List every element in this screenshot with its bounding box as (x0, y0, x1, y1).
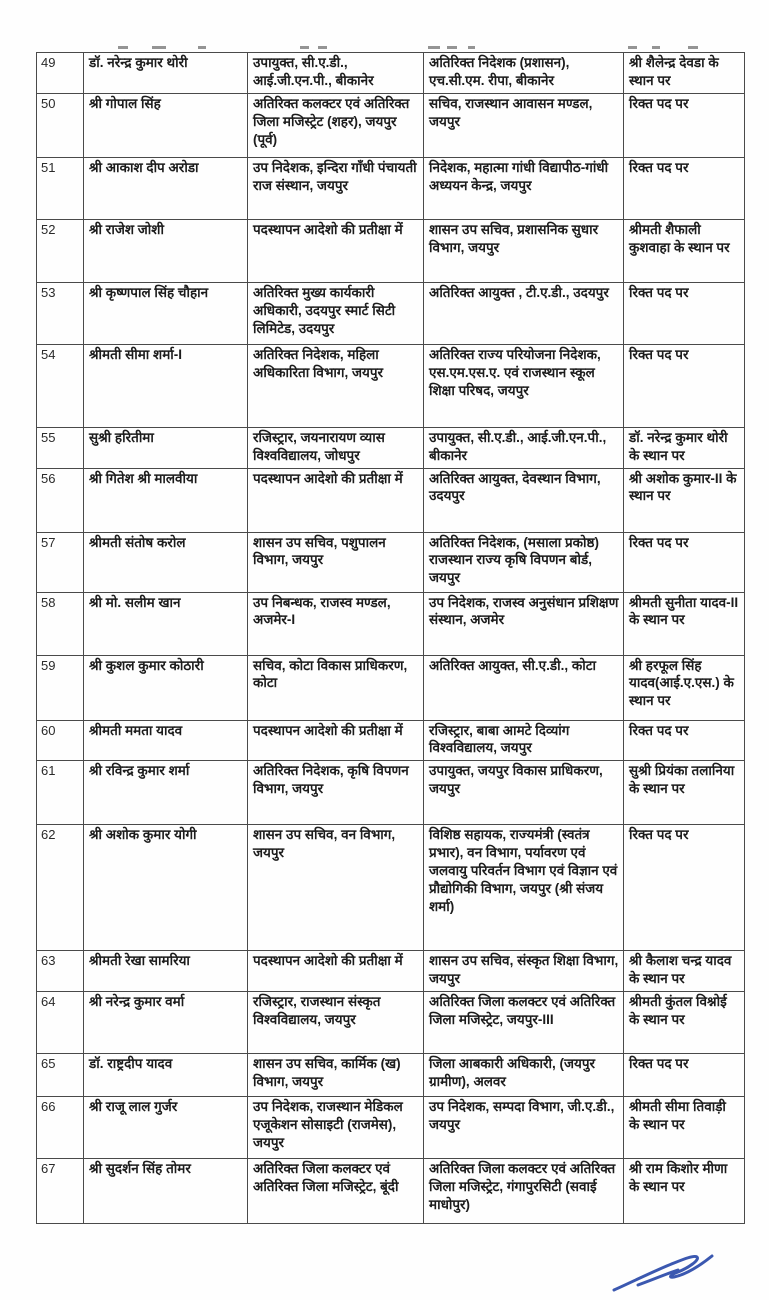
remarks-cell (624, 428, 745, 469)
table-row (37, 951, 745, 992)
serial-number: 64 (41, 993, 56, 1009)
officer-name-cell (84, 991, 248, 1053)
remarks: श्री अशोक कुमार-II के स्थान पर (629, 470, 737, 504)
new-post-cell (424, 1158, 624, 1223)
remarks-cell (624, 345, 745, 428)
officer-name: श्री अशोक कुमार योगी (89, 827, 197, 843)
remarks: डॉ. नरेन्द्र कुमार थोरी के स्थान पर (629, 430, 728, 463)
current-post: उप निबन्धक, राजस्व मण्डल, अजमेर-I (253, 594, 391, 628)
new-post: उपायुक्त, सी.ए.डी., आई.जी.एन.पी., बीकानेर (429, 430, 607, 463)
current-post-cell (248, 991, 424, 1053)
table-row (37, 345, 745, 428)
current-post-cell (248, 592, 424, 655)
officer-name: श्रीमती सीमा शर्मा-I (89, 347, 183, 362)
officer-name: श्री रविन्द्र कुमार शर्मा (89, 763, 190, 779)
remarks: रिक्त पद पर (629, 347, 689, 362)
new-post: शासन उप सचिव, संस्कृत शिक्षा विभाग, जयपुर (429, 953, 619, 987)
officer-name-cell (84, 761, 248, 825)
serial-number: 57 (41, 534, 56, 550)
current-post-cell (248, 1158, 424, 1223)
officer-name: श्री सुदर्शन सिंह तोमर (89, 1160, 191, 1176)
officer-name: श्री कुशल कुमार कोठारी (89, 657, 204, 673)
new-post: सचिव, राजस्थान आवासन मण्डल, जयपुर (429, 96, 593, 129)
officer-name-cell (84, 592, 248, 655)
current-post-cell (248, 345, 424, 428)
current-post-cell (248, 655, 424, 720)
new-post-cell (424, 761, 624, 825)
serial-number: 51 (41, 160, 56, 175)
new-post: उप निदेशक, सम्पदा विभाग, जी.ए.डी., जयपुर (429, 1098, 615, 1132)
remarks: श्रीमती शैफाली कुशवाहा के स्थान पर (629, 222, 730, 255)
serial-number-cell (37, 468, 84, 532)
current-post-cell (248, 951, 424, 992)
serial-number: 56 (41, 470, 56, 486)
serial-number: 55 (41, 430, 56, 445)
serial-number-cell (37, 951, 84, 992)
current-post-cell (248, 761, 424, 825)
current-post: शासन उप सचिव, वन विभाग, जयपुर (253, 827, 396, 861)
current-post: पदस्थापन आदेशो की प्रतीक्षा में (253, 953, 403, 969)
serial-number: 50 (41, 96, 56, 111)
new-post-cell (424, 592, 624, 655)
remarks-cell (624, 991, 745, 1053)
serial-number: 58 (41, 594, 56, 610)
remarks-cell (624, 1158, 745, 1223)
remarks-cell (624, 94, 745, 158)
officer-name-cell (84, 825, 248, 951)
table-row (37, 991, 745, 1053)
officer-name-cell (84, 655, 248, 720)
serial-number-cell (37, 655, 84, 720)
officer-name: श्री आकाश दीप अरोडा (89, 160, 199, 175)
current-post: रजिस्ट्रार, राजस्थान संस्कृत विश्वविद्यालय, जयपुर (253, 993, 381, 1027)
new-post: अतिरिक्त आयुक्त, देवस्थान विभाग, उदयपुर (429, 470, 601, 504)
current-post-cell (248, 53, 424, 94)
remarks-cell (624, 532, 745, 592)
current-post-cell (248, 720, 424, 761)
remarks: रिक्त पद पर (629, 285, 689, 300)
table-row (37, 592, 745, 655)
current-post-cell (248, 825, 424, 951)
remarks: श्रीमती कुंतल विश्नोई के स्थान पर (629, 993, 727, 1027)
new-post-cell (424, 991, 624, 1053)
remarks: रिक्त पद पर (629, 96, 689, 111)
officer-name: श्रीमती संतोष करोल (89, 534, 186, 550)
table-row (37, 761, 745, 825)
current-post: अतिरिक्त कलक्टर एवं अतिरिक्त जिला मजिस्ट्रेट (शहर), जयपुर (पूर्व) (253, 96, 410, 147)
serial-number: 60 (41, 722, 56, 738)
officer-name: सुश्री हरितीमा (89, 430, 154, 445)
new-post-cell (424, 468, 624, 532)
officer-name-cell (84, 720, 248, 761)
remarks-cell (624, 761, 745, 825)
current-post: उप निदेशक, इन्दिरा गाँधी पंचायती राज संस्थान, जयपुर (253, 160, 417, 193)
officer-name: श्री राजेश जोशी (89, 222, 164, 237)
remarks-cell (624, 655, 745, 720)
remarks-cell (624, 283, 745, 345)
current-post-cell (248, 468, 424, 532)
officer-name-cell (84, 468, 248, 532)
new-post-cell (424, 94, 624, 158)
current-post-cell (248, 158, 424, 220)
new-post-cell (424, 345, 624, 428)
current-post-cell (248, 1096, 424, 1158)
table-row (37, 53, 745, 94)
new-post: अतिरिक्त निदेशक (प्रशासन), एच.सी.एम. रीपा, बीकानेर (429, 55, 570, 88)
officer-name: श्री गितेश श्री मालवीया (89, 470, 198, 486)
current-post: अतिरिक्त जिला कलक्टर एवं अतिरिक्त जिला मजिस्ट्रेट, बूंदी (253, 1160, 399, 1194)
table-row (37, 1096, 745, 1158)
signature-scribble (608, 1244, 728, 1296)
officer-name-cell (84, 428, 248, 469)
officer-name-cell (84, 1053, 248, 1096)
serial-number-cell (37, 720, 84, 761)
table-row (37, 720, 745, 761)
serial-number-cell (37, 1158, 84, 1223)
remarks: श्री हरफूल सिंह यादव(आई.ए.एस.) के स्थान पर (629, 657, 734, 709)
officer-name: डॉ. राष्ट्रदीप यादव (89, 1055, 173, 1071)
current-post: शासन उप सचिव, पशुपालन विभाग, जयपुर (253, 534, 386, 568)
officer-name-cell (84, 1096, 248, 1158)
new-post-cell (424, 951, 624, 992)
new-post-cell (424, 53, 624, 94)
current-post-cell (248, 283, 424, 345)
officer-name-cell (84, 1158, 248, 1223)
officer-name: श्रीमती ममता यादव (89, 722, 183, 738)
serial-number: 62 (41, 827, 56, 843)
current-post: उप निदेशक, राजस्थान मेडिकल एजूकेशन सोसाइटी (राजमेस), जयपुर (253, 1098, 403, 1150)
table-row (37, 220, 745, 283)
remarks: रिक्त पद पर (629, 827, 689, 843)
serial-number-cell (37, 592, 84, 655)
table-row (37, 283, 745, 345)
new-post-cell (424, 428, 624, 469)
officer-name: श्री मो. सलीम खान (89, 594, 181, 610)
remarks-cell (624, 720, 745, 761)
new-post: अतिरिक्त आयुक्त, सी.ए.डी., कोटा (429, 657, 596, 673)
remarks: सुश्री प्रियंका तलानिया के स्थान पर (629, 763, 735, 797)
officer-name: श्री कृष्णपाल सिंह चौहान (89, 285, 209, 300)
remarks: श्री कैलाश चन्द्र यादव के स्थान पर (629, 953, 732, 987)
serial-number: 63 (41, 953, 56, 969)
table-row (37, 94, 745, 158)
remarks: श्री राम किशोर मीणा के स्थान पर (629, 1160, 728, 1194)
serial-number: 66 (41, 1098, 56, 1114)
remarks: रिक्त पद पर (629, 722, 689, 738)
officer-name-cell (84, 951, 248, 992)
new-post-cell (424, 825, 624, 951)
table-row (37, 428, 745, 469)
serial-number: 61 (41, 763, 56, 779)
remarks: रिक्त पद पर (629, 160, 689, 175)
current-post: पदस्थापन आदेशो की प्रतीक्षा में (253, 222, 403, 237)
officer-name: श्री गोपाल सिंह (89, 96, 161, 111)
officer-name-cell (84, 94, 248, 158)
new-post-cell (424, 220, 624, 283)
remarks: श्रीमती सुनीता यादव-II के स्थान पर (629, 594, 739, 628)
officer-name-cell (84, 53, 248, 94)
serial-number-cell (37, 1096, 84, 1158)
remarks-cell (624, 592, 745, 655)
serial-number-cell (37, 991, 84, 1053)
serial-number-cell (37, 158, 84, 220)
serial-number-cell (37, 1053, 84, 1096)
current-post: रजिस्ट्रार, जयनारायण व्यास विश्वविद्यालय, जोधपुर (253, 430, 385, 463)
current-post: उपायुक्त, सी.ए.डी., आई.जी.एन.पी., बीकानेर (253, 55, 374, 88)
officer-name-cell (84, 220, 248, 283)
new-post: निदेशक, महात्मा गांधी विद्यापीठ-गांधी अध्ययन केन्द्र, जयपुर (429, 160, 609, 193)
table-row (37, 532, 745, 592)
new-post: अतिरिक्त जिला कलक्टर एवं अतिरिक्त जिला मजिस्ट्रेट, जयपुर-III (429, 993, 616, 1027)
officer-name-cell (84, 158, 248, 220)
table-row (37, 468, 745, 532)
current-post-cell (248, 220, 424, 283)
remarks-cell (624, 825, 745, 951)
table-row (37, 1158, 745, 1223)
current-post: पदस्थापन आदेशो की प्रतीक्षा में (253, 470, 403, 486)
officer-name: श्रीमती रेखा सामरिया (89, 953, 190, 969)
current-post-cell (248, 94, 424, 158)
remarks-cell (624, 53, 745, 94)
new-post: अतिरिक्त राज्य परियोजना निदेशक, एस.एम.एस.ए. एवं राजस्थान स्कूल शिक्षा परिषद, जयपुर (429, 347, 601, 398)
officer-name-cell (84, 532, 248, 592)
new-post-cell (424, 532, 624, 592)
serial-number-cell (37, 94, 84, 158)
current-post: अतिरिक्त मुख्य कार्यकारी अधिकारी, उदयपुर स्मार्ट सिटी लिमिटेड, उदयपुर (253, 285, 396, 336)
officer-name: श्री नरेन्द्र कुमार वर्मा (89, 993, 185, 1009)
current-post: सचिव, कोटा विकास प्राधिकरण, कोटा (253, 657, 408, 691)
table-row (37, 655, 745, 720)
remarks: रिक्त पद पर (629, 1055, 689, 1071)
serial-number-cell (37, 283, 84, 345)
remarks: श्रीमती सीमा तिवाड़ी के स्थान पर (629, 1098, 726, 1132)
table-row (37, 1053, 745, 1096)
new-post: अतिरिक्त जिला कलक्टर एवं अतिरिक्त जिला मजिस्ट्रेट, गंगापुरसिटी (सवाई माधोपुर) (429, 1160, 616, 1212)
remarks-cell (624, 158, 745, 220)
serial-number: 54 (41, 347, 56, 362)
new-post: विशिष्ठ सहायक, राज्यमंत्री (स्वतंत्र प्रभार), वन विभाग, पर्यावरण एवं जलवायु परिवर्तन विभाग एवं विज्ञान एवं प्रौद्योगिकी विभाग, जयपुर (श्री संजय शर्मा) (429, 827, 618, 914)
remarks-cell (624, 951, 745, 992)
new-post-cell (424, 655, 624, 720)
serial-number-cell (37, 220, 84, 283)
officer-name-cell (84, 345, 248, 428)
table-row (37, 158, 745, 220)
serial-number-cell (37, 825, 84, 951)
new-post: शासन उप सचिव, प्रशासनिक सुधार विभाग, जयपुर (429, 222, 599, 255)
serial-number: 67 (41, 1160, 56, 1176)
new-post: उप निदेशक, राजस्व अनुसंधान प्रशिक्षण संस्थान, अजमेर (429, 594, 619, 628)
serial-number: 59 (41, 657, 56, 673)
table-row (37, 825, 745, 951)
officer-name-cell (84, 283, 248, 345)
remarks: रिक्त पद पर (629, 534, 689, 550)
current-post: अतिरिक्त निदेशक, कृषि विपणन विभाग, जयपुर (253, 763, 409, 797)
new-post: रजिस्ट्रार, बाबा आमटे दिव्यांग विश्वविद्यालय, जयपुर (429, 722, 570, 756)
officer-name: श्री राजू लाल गुर्जर (89, 1098, 178, 1114)
serial-number: 49 (41, 55, 56, 70)
new-post-cell (424, 158, 624, 220)
transfer-order-table (36, 52, 745, 1224)
new-post-cell (424, 283, 624, 345)
remarks-cell (624, 220, 745, 283)
serial-number-cell (37, 53, 84, 94)
officer-name: डॉ. नरेन्द्र कुमार थोरी (89, 55, 188, 70)
current-post-cell (248, 428, 424, 469)
remarks-cell (624, 1053, 745, 1096)
serial-number: 52 (41, 222, 56, 237)
new-post: अतिरिक्त निदेशक, (मसाला प्रकोष्ठ) राजस्थान राज्य कृषि विपणन बोर्ड, जयपुर (429, 534, 599, 586)
serial-number: 53 (41, 285, 56, 300)
current-post-cell (248, 1053, 424, 1096)
remarks: श्री शैलेन्द्र देवडा के स्थान पर (629, 55, 719, 88)
current-post: पदस्थापन आदेशो की प्रतीक्षा में (253, 722, 403, 738)
serial-number-cell (37, 345, 84, 428)
current-post: शासन उप सचिव, कार्मिक (ख) विभाग, जयपुर (253, 1055, 401, 1089)
current-post: अतिरिक्त निदेशक, महिला अधिकारिता विभाग, जयपुर (253, 347, 384, 380)
new-post: उपायुक्त, जयपुर विकास प्राधिकरण, जयपुर (429, 763, 603, 797)
new-post-cell (424, 1096, 624, 1158)
current-post-cell (248, 532, 424, 592)
new-post: जिला आबकारी अधिकारी, (जयपुर ग्रामीण), अलवर (429, 1055, 596, 1089)
serial-number-cell (37, 532, 84, 592)
remarks-cell (624, 1096, 745, 1158)
serial-number-cell (37, 761, 84, 825)
new-post-cell (424, 720, 624, 761)
serial-number: 65 (41, 1055, 56, 1071)
serial-number-cell (37, 428, 84, 469)
remarks-cell (624, 468, 745, 532)
new-post: अतिरिक्त आयुक्त , टी.ए.डी., उदयपुर (429, 285, 609, 300)
new-post-cell (424, 1053, 624, 1096)
